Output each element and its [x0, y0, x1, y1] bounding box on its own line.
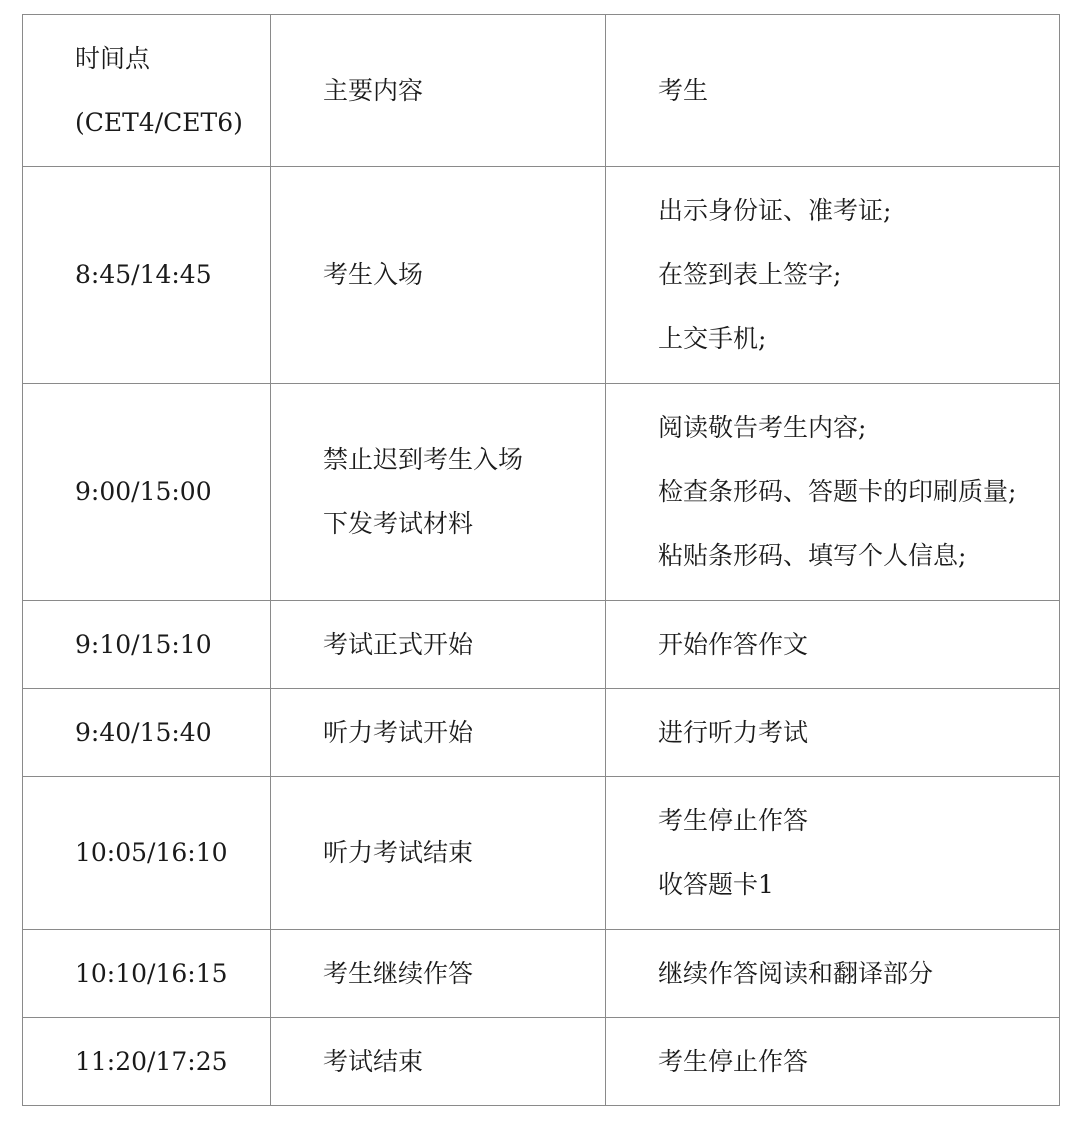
student-cell — [606, 167, 1060, 384]
content-text: 考生入场 — [323, 260, 424, 289]
table-row — [23, 689, 1060, 777]
student-cell — [606, 930, 1060, 1018]
student-cell — [606, 601, 1060, 689]
table-row — [23, 167, 1060, 384]
header-time-label: 时间点 — [75, 43, 151, 73]
student-cell — [606, 1018, 1060, 1106]
content-cell — [271, 384, 606, 601]
table-row — [23, 1018, 1060, 1106]
time-text: 8:45/14:45 — [75, 260, 212, 289]
header-time-cell — [23, 15, 271, 167]
time-cell — [23, 601, 271, 689]
table-row — [23, 930, 1060, 1018]
header-time-sublabel: (CET4/CET6) — [75, 107, 243, 137]
student-text: 考生停止作答 — [658, 1046, 809, 1076]
student-text: 收答题卡1 — [658, 870, 774, 899]
student-text: 粘贴条形码、填写个人信息; — [658, 541, 967, 570]
time-text: 11:20/17:25 — [75, 1046, 228, 1076]
time-cell — [23, 1018, 271, 1106]
table-row — [23, 384, 1060, 601]
table-row — [23, 777, 1060, 930]
student-text: 出示身份证、准考证; — [658, 196, 892, 225]
time-text: 9:40/15:40 — [75, 717, 212, 747]
time-cell — [23, 384, 271, 601]
time-text: 10:10/16:15 — [75, 958, 228, 988]
student-text: 继续作答阅读和翻译部分 — [658, 958, 934, 988]
student-text: 阅读敬告考生内容; — [658, 413, 867, 442]
content-text: 考试结束 — [323, 1046, 424, 1076]
student-cell — [606, 689, 1060, 777]
content-cell — [271, 601, 606, 689]
content-cell — [271, 777, 606, 930]
exam-schedule-table — [22, 14, 1060, 1106]
student-cell — [606, 384, 1060, 601]
time-text: 9:10/15:10 — [75, 629, 212, 659]
content-cell — [271, 167, 606, 384]
header-content-cell — [271, 15, 606, 167]
content-text: 听力考试开始 — [323, 717, 474, 747]
time-text: 10:05/16:10 — [75, 838, 228, 867]
student-text: 进行听力考试 — [658, 717, 809, 747]
table-header-row — [23, 15, 1060, 167]
content-cell — [271, 1018, 606, 1106]
content-text: 听力考试结束 — [323, 838, 474, 867]
student-text: 上交手机; — [658, 324, 767, 353]
content-text: 下发考试材料 — [323, 509, 474, 538]
header-content-label: 主要内容 — [323, 75, 424, 105]
student-text: 在签到表上签字; — [658, 260, 842, 289]
time-text: 9:00/15:00 — [75, 477, 212, 506]
content-cell — [271, 689, 606, 777]
time-cell — [23, 930, 271, 1018]
header-student-cell — [606, 15, 1060, 167]
time-cell — [23, 689, 271, 777]
student-text: 考生停止作答 — [658, 806, 809, 835]
student-text: 检查条形码、答题卡的印刷质量; — [658, 477, 1017, 506]
content-text: 考生继续作答 — [323, 958, 474, 988]
time-cell — [23, 167, 271, 384]
header-student-label: 考生 — [658, 75, 709, 105]
table-row — [23, 601, 1060, 689]
content-text: 禁止迟到考生入场 — [323, 445, 524, 474]
content-text: 考试正式开始 — [323, 629, 474, 659]
time-cell — [23, 777, 271, 930]
content-cell — [271, 930, 606, 1018]
student-cell — [606, 777, 1060, 930]
student-text: 开始作答作文 — [658, 629, 809, 659]
